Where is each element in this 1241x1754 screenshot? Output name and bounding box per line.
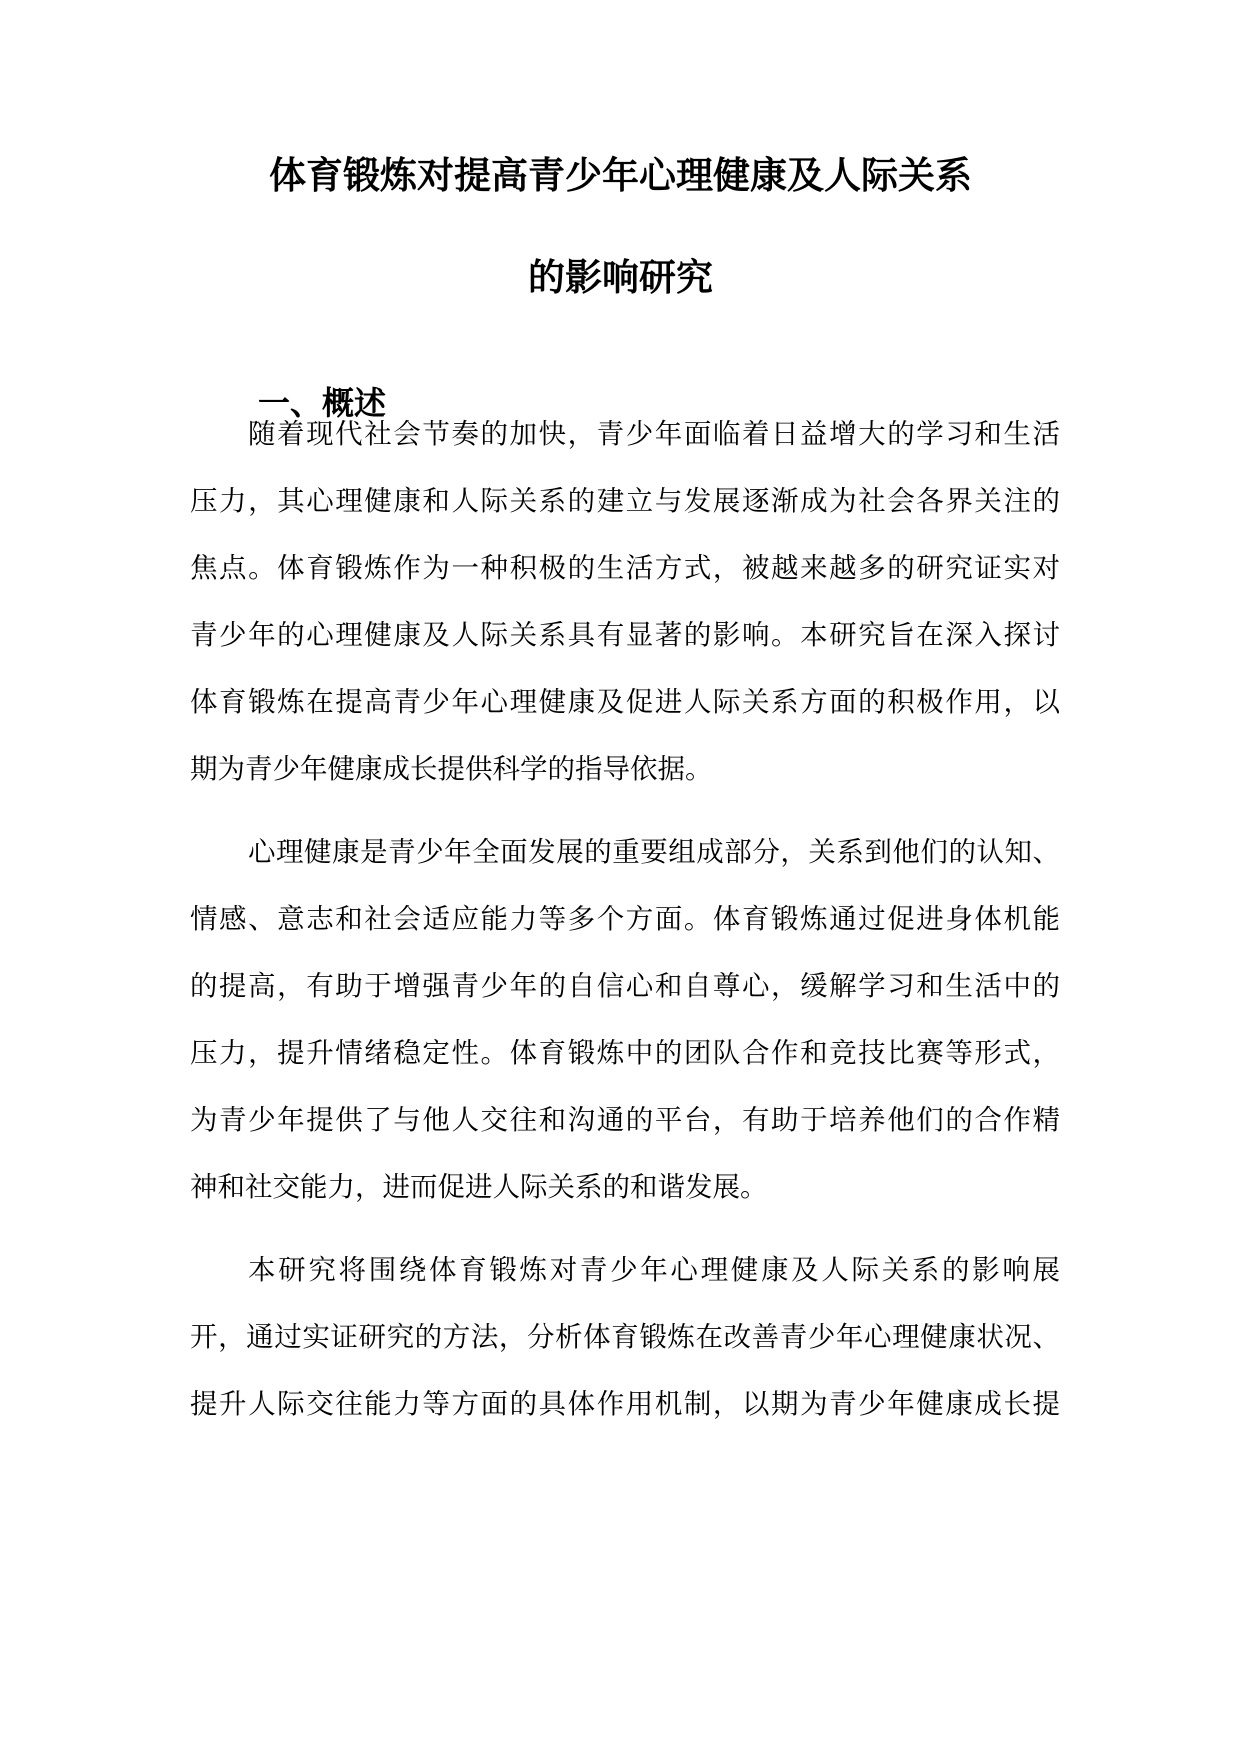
paragraph-line: 情感、意志和社会适应能力等多个方面。体育锻炼通过促进身体机能: [190, 903, 1060, 935]
paragraph-line: 本研究将围绕体育锻炼对青少年心理健康及人际关系的影响展: [248, 1254, 1060, 1286]
paragraph-line: 神和社交能力，进而促进人际关系的和谐发展。: [190, 1171, 768, 1203]
paragraph-line: 为青少年提供了与他人交往和沟通的平台，有助于培养他们的合作精: [190, 1104, 1060, 1136]
paragraph-line: 心理健康是青少年全面发展的重要组成部分，关系到他们的认知、: [248, 836, 1060, 868]
paragraph-line: 青少年的心理健康及人际关系具有显著的影响。本研究旨在深入探讨: [190, 619, 1060, 651]
paragraph-line: 随着现代社会节奏的加快，青少年面临着日益增大的学习和生活: [248, 418, 1060, 450]
section-heading: 一、概述: [258, 384, 387, 422]
paragraph-line: 压力，提升情绪稳定性。体育锻炼中的团队合作和竞技比赛等形式，: [190, 1037, 1060, 1069]
paragraph-line: 焦点。体育锻炼作为一种积极的生活方式，被越来越多的研究证实对: [190, 552, 1060, 584]
paragraph-line: 提升人际交往能力等方面的具体作用机制，以期为青少年健康成长提: [190, 1388, 1060, 1420]
paragraph-line: 压力，其心理健康和人际关系的建立与发展逐渐成为社会各界关注的: [190, 485, 1060, 517]
document-title-line-2: 的影响研究: [528, 256, 713, 299]
paragraph-line: 期为青少年健康成长提供科学的指导依据。: [190, 753, 713, 785]
paragraph-line: 的提高，有助于增强青少年的自信心和自尊心，缓解学习和生活中的: [190, 970, 1060, 1002]
paragraph-line: 体育锻炼在提高青少年心理健康及促进人际关系方面的积极作用，以: [190, 686, 1060, 718]
document-title-line-1: 体育锻炼对提高青少年心理健康及人际关系: [269, 154, 972, 197]
paragraph-line: 开，通过实证研究的方法，分析体育锻炼在改善青少年心理健康状况、: [190, 1321, 1060, 1353]
